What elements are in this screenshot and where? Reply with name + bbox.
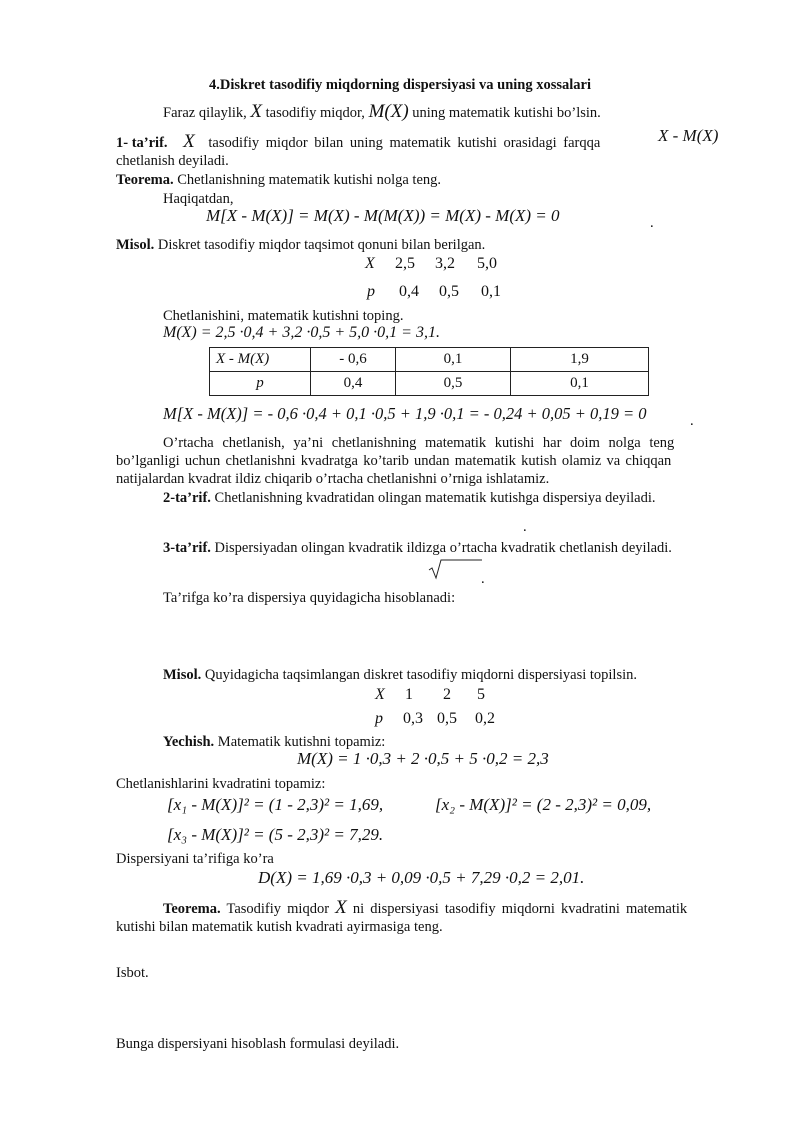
- square-formula-2: [x₂ - M(X)]² = (2 - 2,3)² = 0,09,: [435, 795, 652, 814]
- definition-1-label: 1- ta’rif.: [116, 135, 168, 151]
- paragraph-line1: O’rtacha chetlanish, ya’ni chetlanishning matematik kutishi har doim nolga teng: [163, 435, 675, 451]
- example-2-x-value: 5: [477, 686, 485, 703]
- theorem-2-pre: Tasodifiy miqdor: [226, 901, 330, 917]
- table-cell: - 0,6: [311, 348, 396, 372]
- closing-sentence: Bunga dispersiyani hisoblash formulasi deyiladi.: [116, 1036, 400, 1052]
- proof-2-label: Isbot.: [116, 965, 149, 981]
- definition-3: [163, 539, 672, 557]
- example-2-label: Misol.: [163, 667, 202, 683]
- table-cell: 0,1: [511, 372, 649, 396]
- example-1-p-value: 0,1: [481, 283, 501, 300]
- solution-label: Yechish.: [163, 734, 215, 750]
- definition-3-formula-dot: .: [481, 571, 485, 587]
- definition-1-line2: chetlanish deyiladi.: [116, 153, 229, 169]
- example-2-p-label: p: [375, 710, 383, 727]
- definition-2: [163, 489, 655, 507]
- example-1-x-value: 5,0: [477, 255, 497, 272]
- sqrt-symbol: [428, 558, 484, 580]
- example-1-p-value: 0,5: [439, 283, 459, 300]
- table-cell: 0,4: [311, 372, 396, 396]
- table-cell: 0,1: [396, 348, 511, 372]
- example-1-intro: [116, 236, 485, 254]
- example-2-intro: [163, 666, 637, 684]
- definition-1-formula: X - M(X): [658, 126, 719, 145]
- paragraph-line3: natijalardan kvadrat ildiz chiqarib o’rtacha chetlanishni o’rniga ishlatamiz.: [116, 471, 550, 487]
- solution-text: Matematik kutishni topamiz:: [217, 734, 386, 750]
- example-2-x-label: X: [375, 686, 385, 703]
- table-cell-header: p: [210, 372, 311, 396]
- example-1-check-formula: M[X - M(X)] = - 0,6 ·0,4 + 0,1 ·0,5 + 1,9 ·0,1 = - 0,24 + 0,05 + 0,19 = 0: [163, 404, 647, 423]
- calc-intro: Ta’rifga ko’ra dispersiya quyidagicha hisoblanadi:: [163, 590, 456, 606]
- deviation-table: [209, 347, 649, 396]
- example-2-x-row: [375, 686, 485, 704]
- square-formula-1: [x₁ - M(X)]² = (1 - 2,3)² = 1,69,: [167, 795, 384, 814]
- theorem-2-label: Teorema.: [163, 901, 221, 917]
- theorem-2-post: ni dispersiyasi tasodifiy miqdorni kvadratini matematik: [352, 901, 688, 917]
- example-1-p-row: [367, 283, 501, 301]
- example-2-p-value: 0,5: [437, 710, 457, 727]
- definition-1-x-symbol: X: [183, 131, 195, 152]
- intro-pre: Faraz qilaylik,: [163, 105, 247, 121]
- example-2-text: Quyidagicha taqsimlangan diskret tasodifiy miqdorni dispersiyasi topilsin.: [204, 667, 638, 683]
- example-1-x-value: 3,2: [435, 255, 455, 272]
- example-1-label: Misol.: [116, 237, 155, 253]
- table-row: [210, 348, 649, 372]
- theorem-1-text: Chetlanishning matematik kutishi nolga teng.: [177, 172, 442, 188]
- dispersion-formula: D(X) = 1,69 ·0,3 + 0,09 ·0,5 + 7,29 ·0,2 = 2,01.: [258, 868, 585, 887]
- squares-intro: Chetlanishlarini kvadratini topamiz:: [116, 776, 326, 792]
- page-title: 4.Diskret tasodifiy miqdorning dispersiyasi va uning xossalari: [208, 77, 592, 93]
- proof-1-lead: Haqiqatdan,: [163, 191, 234, 207]
- definition-2-formula-dot: .: [523, 519, 527, 535]
- square-formula-3: [x₃ - M(X)]² = (5 - 2,3)² = 7,29.: [167, 825, 384, 844]
- example-1-x-label: X: [365, 255, 375, 272]
- definition-1-line1: [116, 133, 741, 152]
- example-2-x-value: 2: [443, 686, 451, 703]
- dispersion-intro: Dispersiyani ta’rifiga ko’ra: [116, 851, 274, 867]
- theorem-2-line1: [163, 899, 687, 918]
- example-1-text: Diskret tasodifiy miqdor taqsimot qonuni bilan berilgan.: [157, 237, 486, 253]
- intro-mx-symbol: M(X): [368, 101, 409, 122]
- example-2-p-row: [375, 710, 495, 728]
- definition-2-text: Chetlanishning kvadratidan olingan matematik kutishga dispersiya deyiladi.: [214, 490, 656, 506]
- table-row: [210, 372, 649, 396]
- theorem-1: [116, 171, 441, 189]
- example-1-task: Chetlanishini, matematik kutishni toping.: [163, 308, 404, 324]
- example-2-p-value: 0,3: [403, 710, 423, 727]
- table-cell: 1,9: [511, 348, 649, 372]
- definition-1-text: tasodifiy miqdor bilan uning matematik kutishi orasidagi farqqa: [208, 135, 601, 151]
- example-2-p-value: 0,2: [475, 710, 495, 727]
- proof-1-formula: M[X - M(X)] = M(X) - M(M(X)) = M(X) - M(X) = 0: [206, 206, 560, 225]
- example-1-check-tail: .: [690, 413, 694, 429]
- proof-1-tail: .: [650, 215, 654, 231]
- theorem-1-label: Teorema.: [116, 172, 174, 188]
- intro-line: [163, 103, 601, 122]
- definition-2-label: 2-ta’rif.: [163, 490, 211, 506]
- intro-post: uning matematik kutishi bo’lsin.: [412, 105, 601, 121]
- intro-mid: tasodifiy miqdor,: [265, 105, 365, 121]
- example-1-x-row: [365, 255, 497, 273]
- table-cell-header: X - M(X): [210, 348, 311, 372]
- example-2-x-value: 1: [405, 686, 413, 703]
- theorem-2-line2: kutishi bilan matematik kutish kvadrati ayirmasiga teng.: [116, 919, 443, 935]
- theorem-2-x-symbol: X: [335, 897, 347, 918]
- table-cell: 0,5: [396, 372, 511, 396]
- intro-x-symbol: X: [250, 101, 262, 122]
- paragraph-line2: bo’lganligi uchun chetlanishni kvadratga ko’tarib undan matematik kutish olamiz va chiqqan: [116, 453, 672, 469]
- solution-mean-formula: M(X) = 1 ·0,3 + 2 ·0,5 + 5 ·0,2 = 2,3: [297, 749, 549, 768]
- example-1-p-value: 0,4: [399, 283, 419, 300]
- example-1-x-value: 2,5: [395, 255, 415, 272]
- example-1-p-label: p: [367, 283, 375, 300]
- example-1-mean-formula: M(X) = 2,5 ·0,4 + 3,2 ·0,5 + 5,0 ·0,1 = 3,1.: [163, 324, 440, 341]
- definition-3-text: Dispersiyadan olingan kvadratik ildizga o’rtacha kvadratik chetlanish deyiladi.: [214, 540, 672, 556]
- definition-3-label: 3-ta’rif.: [163, 540, 211, 556]
